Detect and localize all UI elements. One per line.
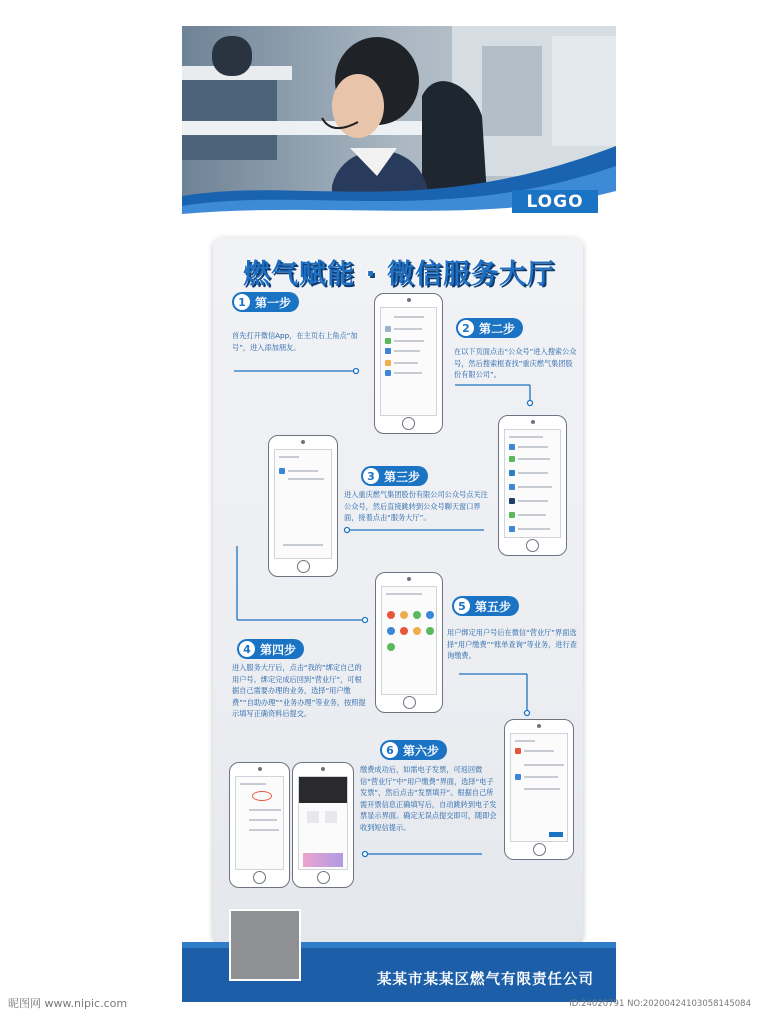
phone-step-1	[374, 293, 443, 434]
phone-step-5	[375, 572, 443, 713]
phone-step-6-b	[292, 762, 354, 888]
step-3-badge	[361, 466, 428, 486]
step-6-label: 第六步	[403, 743, 440, 758]
phone-screen	[381, 586, 437, 695]
poster	[182, 26, 616, 1002]
step-2-badge	[456, 318, 523, 338]
company-name: 某某市某某区燃气有限责任公司	[377, 972, 594, 988]
camera-icon	[258, 767, 262, 771]
phone-screen	[504, 429, 561, 538]
step-3-number: 3	[363, 468, 379, 484]
step-4-label: 第四步	[260, 642, 297, 657]
camera-icon	[407, 298, 411, 302]
step-1-text: 首先打开微信App，在主页右上角点“加号”，进入添加朋友。	[232, 331, 358, 352]
camera-icon	[531, 420, 535, 424]
phone-step-6-a	[229, 762, 290, 888]
step-6-number: 6	[382, 742, 398, 758]
home-button	[402, 417, 415, 430]
home-button	[317, 871, 330, 884]
step-3-text: 进入重庆燃气集团股份有限公司公众号点关注公众号，然后直接跳转到公众号聊天窗口界面，接着点击“服务大厅”。	[344, 490, 488, 522]
step-2-text: 在以下页面点击“公众号”进入搜索公众号，然后搜索框查找“重庆燃气集团股份有限公司”。	[454, 347, 577, 379]
qr-code-placeholder	[229, 909, 301, 981]
step-5-number: 5	[454, 598, 470, 614]
camera-icon	[321, 767, 325, 771]
watermark-right: ID:24020791 NO:20200424103058145084	[569, 999, 751, 1009]
home-button	[297, 560, 310, 573]
phone-screen	[274, 449, 332, 559]
phone-screen	[380, 307, 437, 416]
step-4-badge	[237, 639, 304, 659]
step-2-label: 第二步	[479, 321, 516, 336]
step-1-label: 第一步	[255, 295, 292, 310]
phone-screen	[510, 733, 568, 842]
phone-step-2	[498, 415, 567, 556]
phone-step-6-right	[504, 719, 574, 860]
page-title: 燃气赋能 · 微信服务大厅	[242, 259, 556, 290]
step-5-label: 第五步	[475, 599, 512, 614]
step-5-text: 用户绑定用户号后在微信“营业厅”界面选择“用户缴费”“账单查询”等业务，进行查询缴费。	[447, 628, 577, 660]
camera-icon	[537, 724, 541, 728]
step-6-text: 缴费成功后，如需电子发票，可返回微信“营业厅”中“用户缴费”界面，选择“电子发票”，然后点击“发票填开”。根据自己所需开票信息正确填写后，自动跳转到电子发票显示界面。确定无误点提交即可，随即会收到短信提示。	[360, 765, 497, 832]
camera-icon	[301, 440, 305, 444]
home-button	[403, 696, 416, 709]
step-2-number: 2	[458, 320, 474, 336]
step-1-number: 1	[234, 294, 250, 310]
phone-screen	[235, 776, 284, 870]
home-button	[533, 843, 546, 856]
step-6-badge	[380, 740, 447, 760]
home-button	[526, 539, 539, 552]
camera-icon	[407, 577, 411, 581]
watermark-left: 昵图网 www.nipic.com	[8, 997, 128, 1010]
phone-step-3	[268, 435, 338, 577]
home-button	[253, 871, 266, 884]
step-4-text: 进入服务大厅后，点击“我的”绑定自己的用户号。绑定完成后回到“营业厅”，可根据自己需要办理的业务，选择“用户缴费”“自助办理”“业务办理”等业务，按照提示填写正确资料后提交。	[232, 663, 366, 718]
step-5-badge	[452, 596, 519, 616]
logo: LOGO	[512, 190, 598, 213]
step-4-number: 4	[239, 641, 255, 657]
phone-screen	[298, 776, 348, 870]
step-3-label: 第三步	[384, 469, 421, 484]
step-1-badge	[232, 292, 299, 312]
